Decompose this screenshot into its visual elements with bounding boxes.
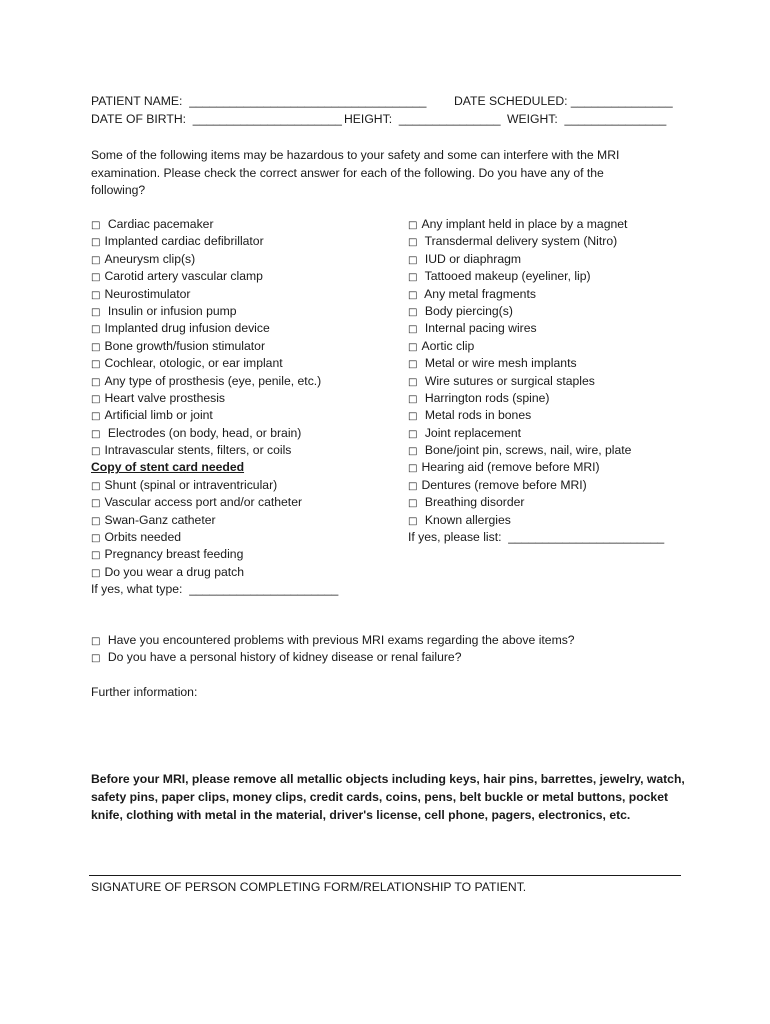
checkbox-icon[interactable]: □ [408, 446, 418, 458]
right-checklist [408, 216, 708, 546]
metal-removal-warning: Before your MRI, please remove all metallic objects including keys, hair pins, barrettes, jewelry, watch, safety pins, paper clips, money clips, credit cards, coins, pens, belt buckle or metal buttons, pocket knife, clothing with metal in the material, driver's license, cell phone, pagers, electronics, etc. [91, 772, 685, 822]
checklist-item[interactable]: □ IUD or diaphragm [408, 251, 708, 268]
allergies-list-field[interactable]: If yes, please list: _______________________ [408, 530, 665, 545]
checklist-item[interactable]: □ Body piercing(s) [408, 303, 708, 320]
checkbox-icon[interactable]: □ [91, 324, 101, 336]
checkbox-icon[interactable]: □ [408, 411, 418, 423]
intro-paragraph: Some of the following items may be hazardous to your safety and some can interfere with the MRI examination. Please check the correct answer for each of the following. Do you have any of the following? [91, 148, 620, 197]
checklist-item[interactable]: □ Cardiac pacemaker [91, 216, 391, 233]
checklist-item[interactable]: □ Dentures (remove before MRI) [408, 477, 708, 494]
followup-questions [91, 632, 575, 667]
checklist-item[interactable]: □ Metal or wire mesh implants [408, 355, 708, 372]
checklist-item[interactable]: □ Heart valve prosthesis [91, 390, 391, 407]
checklist-item[interactable]: □ Do you wear a drug patch [91, 564, 391, 581]
checkbox-icon[interactable]: □ [91, 254, 101, 266]
checkbox-icon[interactable]: □ [91, 220, 101, 231]
checkbox-icon[interactable]: □ [408, 515, 418, 527]
patient-name-field[interactable]: PATIENT NAME: ___________________________________ [91, 94, 427, 108]
checkbox-icon[interactable]: □ [408, 306, 418, 318]
checkbox-icon[interactable]: □ [91, 411, 101, 423]
drug-patch-type-field[interactable]: If yes, what type: ______________________ [91, 582, 339, 597]
checklist-item[interactable]: □ Implanted cardiac defibrillator [91, 233, 391, 250]
checklist-item[interactable]: □ Bone growth/fusion stimulator [91, 338, 391, 355]
question-kidney-disease[interactable]: □ Do you have a personal history of kidney disease or renal failure? [91, 649, 575, 666]
signature-label: SIGNATURE OF PERSON COMPLETING FORM/RELATIONSHIP TO PATIENT. [91, 880, 527, 894]
checkbox-icon[interactable]: □ [91, 567, 101, 579]
checkbox-icon[interactable]: □ [408, 289, 418, 301]
checklist-item[interactable]: □ Any implant held in place by a magnet [408, 216, 708, 233]
checkbox-icon[interactable]: □ [91, 237, 101, 249]
checkbox-icon[interactable]: □ [408, 220, 418, 231]
checkbox-icon[interactable]: □ [408, 480, 418, 492]
date-of-birth-field[interactable]: DATE OF BIRTH: ______________________ [91, 112, 342, 126]
date-scheduled-field[interactable]: DATE SCHEDULED: _______________ [454, 94, 673, 108]
checkbox-icon[interactable]: □ [91, 359, 101, 371]
checklist-item[interactable]: □ Metal rods in bones [408, 407, 708, 424]
checklist-item[interactable]: □ Wire sutures or surgical staples [408, 373, 708, 390]
checklist-item[interactable]: □ Aortic clip [408, 338, 708, 355]
stent-card-note: Copy of stent card needed [91, 460, 245, 475]
checkbox-icon[interactable]: □ [91, 653, 101, 665]
checklist-item[interactable]: □ Artificial limb or joint [91, 407, 391, 424]
checkbox-icon[interactable]: □ [91, 498, 101, 510]
checkbox-icon[interactable]: □ [91, 289, 101, 301]
checkbox-icon[interactable]: □ [91, 341, 101, 353]
height-field[interactable]: HEIGHT: _______________ [344, 112, 501, 126]
checkbox-icon[interactable]: □ [408, 376, 418, 388]
checklist-item[interactable]: □ Orbits needed [91, 529, 391, 546]
checklist-item[interactable]: □ Implanted drug infusion device [91, 320, 391, 337]
checkbox-icon[interactable]: □ [91, 515, 101, 527]
signature-line[interactable] [89, 875, 681, 876]
checkbox-icon[interactable]: □ [91, 533, 101, 545]
checkbox-icon[interactable]: □ [408, 324, 418, 336]
checklist-item[interactable]: □ Aneurysm clip(s) [91, 251, 391, 268]
checkbox-icon[interactable]: □ [408, 254, 418, 266]
checkbox-icon[interactable]: □ [91, 446, 101, 458]
checklist-item[interactable]: □ Shunt (spinal or intraventricular) [91, 477, 391, 494]
checklist-item[interactable]: □ Pregnancy breast feeding [91, 546, 391, 563]
checklist-item[interactable]: □ Electrodes (on body, head, or brain) [91, 425, 391, 442]
checkbox-icon[interactable]: □ [408, 393, 418, 405]
checklist-item[interactable]: □ Insulin or infusion pump [91, 303, 391, 320]
checkbox-icon[interactable]: □ [91, 636, 101, 647]
checklist-item[interactable]: □ Harrington rods (spine) [408, 390, 708, 407]
checkbox-icon[interactable]: □ [408, 498, 418, 510]
checkbox-icon[interactable]: □ [91, 480, 101, 492]
checklist-item[interactable]: □ Swan-Ganz catheter [91, 512, 391, 529]
checklist-item[interactable]: □ Tattooed makeup (eyeliner, lip) [408, 268, 708, 285]
further-information-label: Further information: [91, 685, 198, 699]
checkbox-icon[interactable]: □ [408, 428, 418, 440]
question-previous-mri[interactable]: □ Have you encountered problems with previous MRI exams regarding the above items? [91, 632, 575, 649]
checklist-item[interactable]: □ Internal pacing wires [408, 320, 708, 337]
checklist-item[interactable]: □ Intravascular stents, filters, or coils [91, 442, 391, 459]
checklist-item[interactable]: □ Hearing aid (remove before MRI) [408, 459, 708, 476]
checklist-item[interactable]: □ Vascular access port and/or catheter [91, 494, 391, 511]
checklist-item[interactable]: □ Any type of prosthesis (eye, penile, etc.) [91, 373, 391, 390]
checkbox-icon[interactable]: □ [91, 428, 101, 440]
checklist-item[interactable]: □ Any metal fragments [408, 286, 708, 303]
checkbox-icon[interactable]: □ [91, 272, 101, 284]
checkbox-icon[interactable]: □ [408, 341, 418, 353]
checkbox-icon[interactable]: □ [91, 376, 101, 388]
checkbox-icon[interactable]: □ [408, 272, 418, 284]
checkbox-icon[interactable]: □ [408, 359, 418, 371]
checklist-item[interactable]: □ Cochlear, otologic, or ear implant [91, 355, 391, 372]
checklist-item[interactable]: □ Bone/joint pin, screws, nail, wire, plate [408, 442, 708, 459]
checklist-item[interactable]: □ Carotid artery vascular clamp [91, 268, 391, 285]
checklist-item[interactable]: □ Breathing disorder [408, 494, 708, 511]
checklist-item[interactable]: □ Known allergies [408, 512, 708, 529]
checkbox-icon[interactable]: □ [408, 463, 418, 475]
checkbox-icon[interactable]: □ [91, 550, 101, 562]
checklist-item[interactable]: □ Neurostimulator [91, 286, 391, 303]
checkbox-icon[interactable]: □ [408, 237, 418, 249]
checklist-item[interactable]: □ Joint replacement [408, 425, 708, 442]
left-checklist [91, 216, 391, 599]
checklist-item[interactable]: □ Transdermal delivery system (Nitro) [408, 233, 708, 250]
checkbox-icon[interactable]: □ [91, 306, 101, 318]
weight-field[interactable]: WEIGHT: _______________ [507, 112, 667, 126]
checkbox-icon[interactable]: □ [91, 393, 101, 405]
